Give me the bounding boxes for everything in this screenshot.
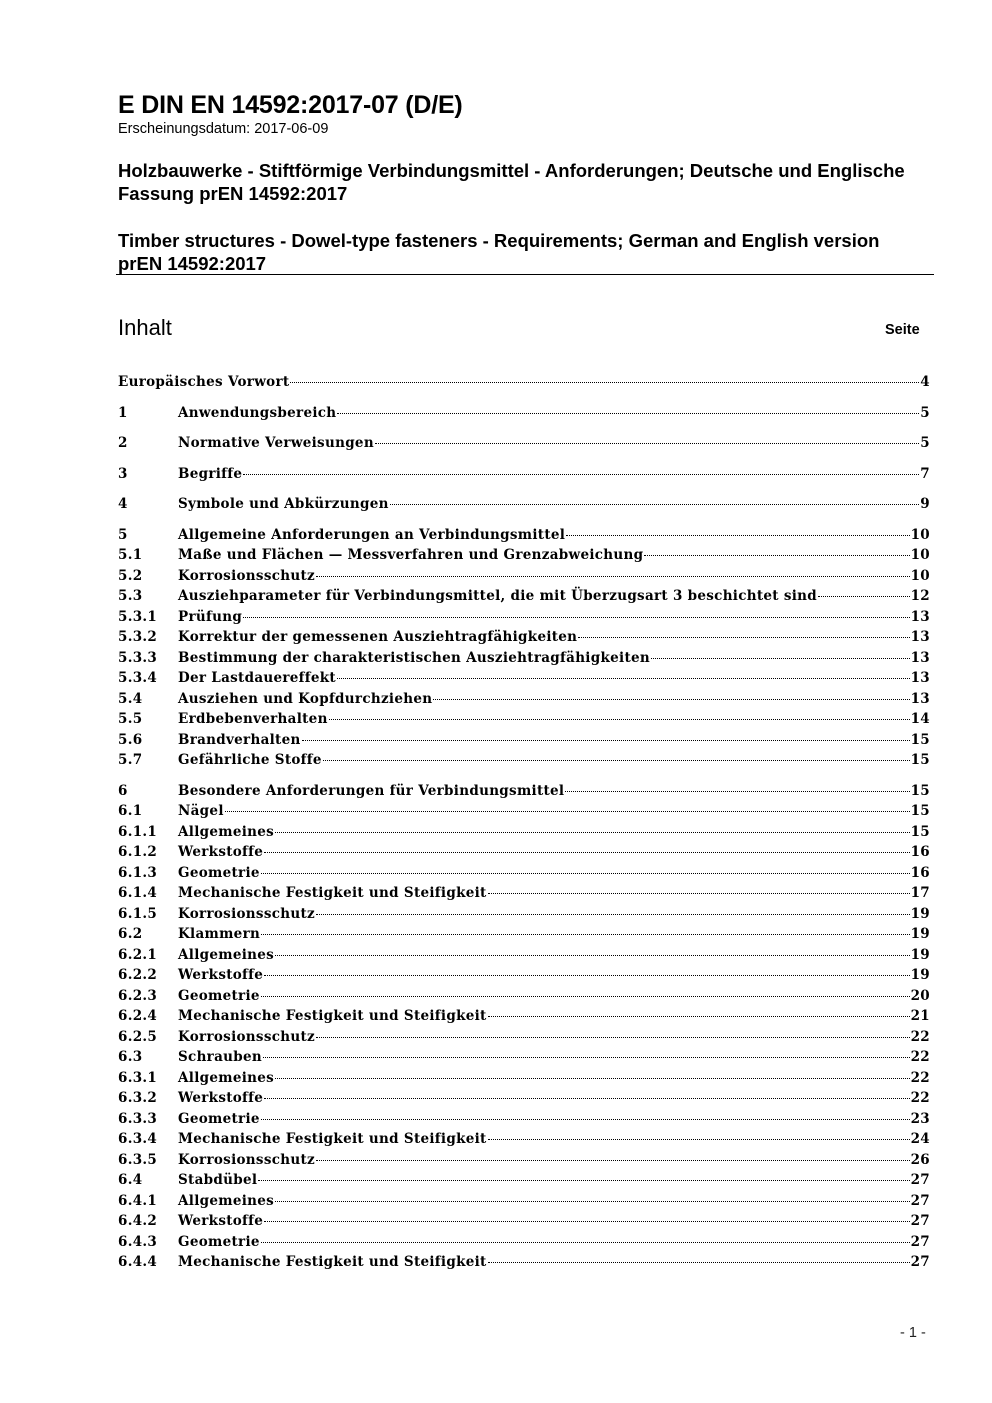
toc-dot-leader <box>316 914 910 915</box>
toc-dot-leader <box>243 617 910 618</box>
toc-dot-leader <box>578 637 909 638</box>
toc-dot-leader <box>275 832 910 833</box>
toc-entry-title: Geometrie <box>178 987 260 1004</box>
toc-entry-number: 5.7 <box>118 752 143 768</box>
toc-entry[interactable] <box>118 730 930 751</box>
toc-entry-page: 13 <box>910 608 930 625</box>
toc-entry-title: Werkstoffe <box>178 844 264 860</box>
toc-entry-line <box>178 801 930 822</box>
toc-entry-page: 13 <box>910 629 930 645</box>
toc-entry-title: Stabdübel <box>178 1172 258 1188</box>
toc-entry-number: 4 <box>118 496 128 512</box>
toc-entry-number: 5.4 <box>118 690 143 707</box>
toc-entry-line <box>178 1150 930 1171</box>
toc-entry-title: Allgemeines <box>178 1192 275 1209</box>
toc-entry-title: Allgemeines <box>178 1069 275 1086</box>
toc-entry-page: 22 <box>910 1090 930 1106</box>
toc-entry-line <box>178 545 930 566</box>
toc-entry[interactable] <box>118 403 930 424</box>
toc-entry-line <box>178 464 930 485</box>
toc-entry-title: Werkstoffe <box>178 967 264 983</box>
toc-entry[interactable] <box>118 801 930 822</box>
toc-dot-leader <box>275 955 910 956</box>
toc-entry-title: Werkstoffe <box>178 1213 264 1229</box>
toc-entry-page: 27 <box>910 1254 930 1270</box>
toc-entry-number: 6.2.5 <box>118 1028 158 1045</box>
toc-entry[interactable] <box>118 545 930 566</box>
toc-entry-title: Mechanische Festigkeit und Steifigkeit <box>178 1254 487 1270</box>
toc-entry-line <box>178 433 930 454</box>
toc-dot-leader <box>290 382 919 383</box>
toc-entry-line <box>178 863 930 884</box>
toc-dot-leader <box>375 443 919 444</box>
toc-entry-title: Begriffe <box>178 465 243 482</box>
toc-entry-title: Korrosionsschutz <box>178 1028 315 1045</box>
toc-entry-title: Bestimmung der charakteristischen Ausziehtragfähigkeiten <box>178 649 650 666</box>
toc-dot-leader <box>433 699 909 700</box>
toc-entry-number: 6.3.3 <box>118 1110 158 1127</box>
toc-entry-number: 6.1 <box>118 803 143 819</box>
toc-dot-leader <box>565 791 909 792</box>
table-of-contents <box>118 372 930 1273</box>
toc-entry-page: 19 <box>910 926 930 942</box>
toc-entry-page: 22 <box>910 1069 930 1086</box>
toc-dot-leader <box>488 1016 910 1017</box>
toc-entry-page: 27 <box>910 1192 930 1209</box>
toc-entry-number: 5.2 <box>118 567 143 584</box>
toc-entry-title: Symbole und Abkürzungen <box>178 496 389 512</box>
toc-entry-page: 13 <box>910 690 930 707</box>
toc-entry-number: 2 <box>118 435 128 451</box>
toc-entry-page: 15 <box>910 782 930 799</box>
toc-entry-title: Ausziehen und Kopfdurchziehen <box>178 690 433 707</box>
toc-entry-title: Europäisches Vorwort <box>118 374 290 390</box>
toc-entry-page: 23 <box>910 1110 930 1127</box>
toc-entry-page: 21 <box>910 1008 930 1024</box>
toc-dot-leader <box>264 852 909 853</box>
toc-entry[interactable] <box>118 904 930 925</box>
toc-entry-line <box>178 1047 930 1068</box>
toc-entry-number: 6.2.4 <box>118 1008 158 1024</box>
toc-entry-title: Mechanische Festigkeit und Steifigkeit <box>178 1008 487 1024</box>
toc-page-column-label: Seite <box>885 322 920 338</box>
toc-entry-number: 5.3.2 <box>118 629 158 645</box>
toc-entry[interactable] <box>118 1232 930 1253</box>
toc-entry-number: 6.4.1 <box>118 1192 158 1209</box>
toc-entry-page: 14 <box>910 711 930 727</box>
toc-entry-page: 4 <box>920 374 930 390</box>
toc-entry-line <box>178 730 930 751</box>
toc-entry-number: 6.2.2 <box>118 967 158 983</box>
toc-dot-leader <box>488 1262 910 1263</box>
toc-entry-line <box>178 586 930 607</box>
toc-entry-title: Maße und Flächen — Messverfahren und Grenzabweichung <box>178 547 644 563</box>
toc-entry[interactable] <box>118 1150 930 1171</box>
toc-entry-title: Besondere Anforderungen für Verbindungsmittel <box>178 782 565 799</box>
toc-dot-leader <box>488 893 910 894</box>
toc-entry-title: Korrektur der gemessenen Ausziehtragfähigkeiten <box>178 629 578 645</box>
toc-dot-leader <box>261 873 910 874</box>
toc-entry-number: 6.1.3 <box>118 864 158 881</box>
toc-entry-page: 24 <box>910 1131 930 1147</box>
toc-entry-title: Allgemeines <box>178 946 275 963</box>
toc-entry-number: 3 <box>118 465 128 482</box>
toc-entry-page: 12 <box>910 588 930 604</box>
toc-entry-number: 6.1.2 <box>118 844 158 860</box>
toc-entry-line <box>178 1109 930 1130</box>
toc-dot-leader <box>263 1057 910 1058</box>
footer-page-number: - 1 - <box>900 1325 926 1341</box>
toc-entry-line <box>178 525 930 546</box>
toc-entry[interactable] <box>118 1068 930 1089</box>
toc-entry-line <box>178 822 930 843</box>
toc-entry-page: 26 <box>910 1151 930 1168</box>
toc-entry-title: Geometrie <box>178 864 260 881</box>
toc-dot-leader <box>337 678 910 679</box>
toc-entry-title: Anwendungsbereich <box>178 404 337 421</box>
toc-dot-leader <box>488 1139 910 1140</box>
toc-entry-number: 5 <box>118 526 128 543</box>
toc-entry-line <box>178 965 930 986</box>
toc-entry-title: Allgemeines <box>178 823 275 840</box>
toc-entry-page: 9 <box>920 496 930 512</box>
toc-entry-line <box>178 709 930 730</box>
toc-entry-title: Prüfung <box>178 608 243 625</box>
toc-entry-title: Korrosionsschutz <box>178 905 315 922</box>
toc-entry-line <box>178 1191 930 1212</box>
toc-dot-leader <box>258 1180 909 1181</box>
toc-entry-page: 13 <box>910 649 930 666</box>
toc-entry-line <box>178 750 930 771</box>
toc-entry[interactable] <box>118 1088 930 1109</box>
toc-entry-line <box>178 924 930 945</box>
toc-entry[interactable] <box>118 822 930 843</box>
toc-dot-leader <box>275 1201 910 1202</box>
toc-entry-title: Werkstoffe <box>178 1090 264 1106</box>
toc-entry-line <box>178 883 930 904</box>
toc-entry-number: 5.3 <box>118 588 143 604</box>
toc-dot-leader <box>264 1098 909 1099</box>
toc-entry[interactable] <box>118 607 930 628</box>
toc-entry-line <box>178 494 930 515</box>
toc-entry[interactable] <box>118 525 930 546</box>
toc-entry-page: 16 <box>910 864 930 881</box>
title-english: Timber structures - Dowel-type fasteners - Requirements; German and English version prEN 14592:2017 <box>118 230 880 274</box>
toc-dot-leader <box>316 1037 910 1038</box>
toc-entry-number: 6.4.4 <box>118 1254 158 1270</box>
toc-entry[interactable] <box>118 1109 930 1130</box>
toc-entry-number: 6.1.4 <box>118 885 158 901</box>
document-id: E DIN EN 14592:2017-07 (D/E) <box>118 91 463 119</box>
toc-entry-line <box>178 607 930 628</box>
toc-entry-title: Geometrie <box>178 1233 260 1250</box>
toc-entry-line <box>178 1232 930 1253</box>
toc-entry-line <box>178 566 930 587</box>
toc-entry-page: 20 <box>910 987 930 1004</box>
toc-dot-leader <box>337 413 919 414</box>
toc-entry-line <box>118 372 930 393</box>
toc-dot-leader <box>818 596 910 597</box>
toc-entry-title: Mechanische Festigkeit und Steifigkeit <box>178 1131 487 1147</box>
toc-entry-line <box>178 1211 930 1232</box>
toc-entry-page: 15 <box>910 731 930 748</box>
toc-entry-page: 5 <box>920 404 930 421</box>
toc-entry[interactable] <box>118 464 930 485</box>
toc-entry-title: Gefährliche Stoffe <box>178 752 322 768</box>
toc-dot-leader <box>261 934 910 935</box>
toc-entry-line <box>178 1170 930 1191</box>
toc-entry-line <box>178 668 930 689</box>
toc-entry[interactable] <box>118 1027 930 1048</box>
toc-dot-leader <box>651 658 910 659</box>
toc-entry-page: 27 <box>910 1213 930 1229</box>
toc-entry-page: 10 <box>910 526 930 543</box>
toc-dot-leader <box>225 811 910 812</box>
toc-entry[interactable] <box>118 1211 930 1232</box>
toc-entry[interactable] <box>118 1006 930 1027</box>
toc-entry-line <box>178 904 930 925</box>
toc-entry[interactable] <box>118 709 930 730</box>
toc-entry-line <box>178 1006 930 1027</box>
toc-entry[interactable] <box>118 883 930 904</box>
toc-entry[interactable] <box>118 566 930 587</box>
toc-entry-page: 5 <box>920 435 930 451</box>
toc-entry-title: Brandverhalten <box>178 731 301 748</box>
toc-entry-page: 13 <box>910 670 930 686</box>
toc-entry-page: 10 <box>910 567 930 584</box>
toc-entry-page: 19 <box>910 905 930 922</box>
toc-entry-number: 6.1.5 <box>118 905 158 922</box>
toc-entry[interactable] <box>118 433 930 454</box>
toc-entry-title: Geometrie <box>178 1110 260 1127</box>
toc-entry-line <box>178 627 930 648</box>
toc-entry[interactable] <box>118 842 930 863</box>
title-german: Holzbauwerke - Stiftförmige Verbindungsmittel - Anforderungen; Deutsche und Englische Fassung prEN 14592:2017 <box>118 160 905 204</box>
toc-entry[interactable] <box>118 1252 930 1273</box>
toc-entry[interactable] <box>118 863 930 884</box>
toc-entry[interactable] <box>118 965 930 986</box>
toc-dot-leader <box>644 555 909 556</box>
toc-dot-leader <box>243 474 919 475</box>
toc-entry-number: 5.6 <box>118 731 143 748</box>
toc-entry-line <box>178 1027 930 1048</box>
toc-entry-number: 6.4 <box>118 1172 143 1188</box>
toc-entry-number: 6.4.2 <box>118 1213 158 1229</box>
toc-dot-leader <box>566 535 909 536</box>
toc-entry[interactable] <box>118 924 930 945</box>
toc-entry-number: 5.3.3 <box>118 649 158 666</box>
toc-entry[interactable] <box>118 781 930 802</box>
toc-entry-title: Korrosionsschutz <box>178 1151 315 1168</box>
toc-entry-page: 15 <box>910 823 930 840</box>
toc-dot-leader <box>302 740 910 741</box>
toc-entry-line <box>178 1129 930 1150</box>
toc-entry[interactable] <box>118 586 930 607</box>
toc-entry-number: 1 <box>118 404 128 421</box>
toc-entry-number: 5.1 <box>118 547 143 563</box>
toc-entry-line <box>178 781 930 802</box>
toc-entry-line <box>178 1088 930 1109</box>
toc-entry-line <box>178 1252 930 1273</box>
toc-dot-leader <box>264 975 909 976</box>
header-rule <box>116 274 934 275</box>
toc-entry[interactable] <box>118 1129 930 1150</box>
toc-entry-line <box>178 648 930 669</box>
toc-dot-leader <box>264 1221 909 1222</box>
toc-entry-title: Klammern <box>178 926 261 942</box>
toc-entry-page: 27 <box>910 1172 930 1188</box>
toc-entry[interactable] <box>118 945 930 966</box>
toc-entry-page: 15 <box>910 803 930 819</box>
toc-entry[interactable] <box>118 648 930 669</box>
toc-dot-leader <box>316 576 910 577</box>
toc-entry-line <box>178 842 930 863</box>
toc-entry-page: 19 <box>910 967 930 983</box>
toc-entry[interactable] <box>118 986 930 1007</box>
toc-entry-page: 22 <box>910 1028 930 1045</box>
toc-entry[interactable] <box>118 668 930 689</box>
toc-entry[interactable] <box>118 1170 930 1191</box>
toc-entry-title: Nägel <box>178 803 224 819</box>
toc-dot-leader <box>323 760 910 761</box>
toc-entry-number: 5.3.4 <box>118 670 158 686</box>
toc-dot-leader <box>261 1242 910 1243</box>
toc-entry[interactable] <box>118 1047 930 1068</box>
toc-entry-number: 6.3.5 <box>118 1151 158 1168</box>
toc-entry-number: 6.3.2 <box>118 1090 158 1106</box>
toc-entry-title: Korrosionsschutz <box>178 567 315 584</box>
toc-dot-leader <box>390 504 920 505</box>
toc-entry-number: 6.3.4 <box>118 1131 158 1147</box>
toc-entry-number: 6.3.1 <box>118 1069 158 1086</box>
toc-dot-leader <box>316 1160 910 1161</box>
toc-entry-line <box>178 945 930 966</box>
toc-entry-title: Allgemeine Anforderungen an Verbindungsmittel <box>178 526 566 543</box>
toc-entry-line <box>178 986 930 1007</box>
toc-entry-page: 15 <box>910 752 930 768</box>
toc-dot-leader <box>275 1078 910 1079</box>
toc-entry-page: 10 <box>910 547 930 563</box>
toc-entry-page: 16 <box>910 844 930 860</box>
toc-entry[interactable] <box>118 1191 930 1212</box>
toc-entry-number: 5.5 <box>118 711 143 727</box>
toc-entry-line <box>178 1068 930 1089</box>
toc-entry-title: Normative Verweisungen <box>178 435 374 451</box>
publication-date: Erscheinungsdatum: 2017-06-09 <box>118 121 329 137</box>
toc-entry-number: 6 <box>118 782 128 799</box>
toc-entry-number: 6.3 <box>118 1049 143 1065</box>
toc-entry[interactable] <box>118 372 930 393</box>
toc-entry-number: 6.4.3 <box>118 1233 158 1250</box>
toc-entry[interactable] <box>118 627 930 648</box>
toc-entry[interactable] <box>118 689 930 710</box>
toc-entry-line <box>178 689 930 710</box>
toc-dot-leader <box>329 719 910 720</box>
toc-entry-title: Mechanische Festigkeit und Steifigkeit <box>178 885 487 901</box>
toc-entry-page: 22 <box>910 1049 930 1065</box>
toc-entry-number: 5.3.1 <box>118 608 158 625</box>
toc-entry[interactable] <box>118 494 930 515</box>
toc-dot-leader <box>261 996 910 997</box>
toc-entry-number: 6.2 <box>118 926 143 942</box>
toc-entry-number: 6.2.1 <box>118 946 158 963</box>
toc-entry-title: Ausziehparameter für Verbindungsmittel, die mit Überzugsart 3 beschichtet sind <box>178 588 818 604</box>
toc-entry-number: 6.1.1 <box>118 823 158 840</box>
toc-entry-page: 19 <box>910 946 930 963</box>
toc-entry-number: 6.2.3 <box>118 987 158 1004</box>
toc-entry-title: Erdbebenverhalten <box>178 711 328 727</box>
toc-entry-title: Der Lastdauereffekt <box>178 670 336 686</box>
toc-entry-page: 7 <box>920 465 930 482</box>
toc-heading: Inhalt <box>118 315 172 340</box>
toc-dot-leader <box>261 1119 910 1120</box>
toc-entry-page: 17 <box>910 885 930 901</box>
toc-entry[interactable] <box>118 750 930 771</box>
toc-entry-page: 27 <box>910 1233 930 1250</box>
toc-entry-line <box>178 403 930 424</box>
toc-entry-title: Schrauben <box>178 1049 263 1065</box>
